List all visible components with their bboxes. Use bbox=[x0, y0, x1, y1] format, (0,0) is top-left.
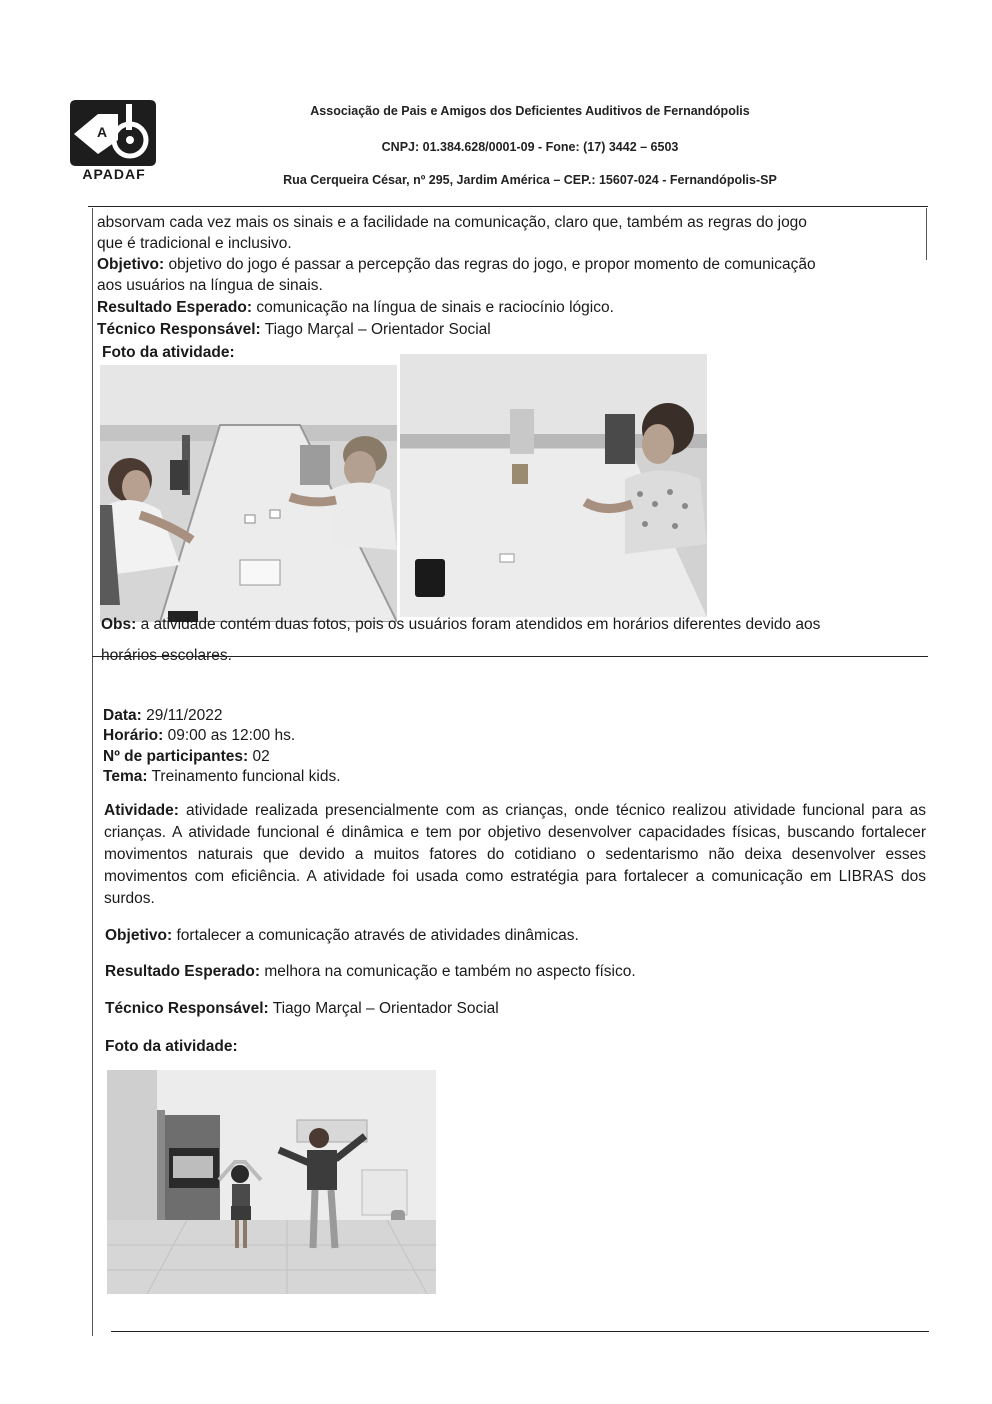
footer-divider bbox=[111, 1331, 929, 1332]
resultado-label-2: Resultado Esperado: bbox=[105, 963, 261, 980]
atividade-text: atividade realizada presencialmente com as crianças, onde técnico realizou atividade funcional para as crianças. A atividade funcional é dinâmica e tem por objetivo desenvolver capacidades físicas, buscando fortalecer movimentos naturais que devido a muitos fatores do cotidiano o sedentarismo não deixa desenvolver esses movimentos com eficiência. A atividade foi usada como estratégia para fortalecer a comunicação em LIBRAS dos surdos. bbox=[104, 802, 926, 907]
horario-label: Horário: bbox=[103, 727, 164, 744]
tema-row bbox=[103, 767, 341, 786]
participantes-row bbox=[103, 747, 270, 766]
cnpj-line: CNPJ: 01.384.628/0001-09 - Fone: (17) 3442 – 6503 bbox=[381, 140, 679, 154]
tecnico-label: Técnico Responsável: bbox=[97, 321, 261, 338]
svg-text:A: A bbox=[97, 124, 108, 140]
tema-label: Tema: bbox=[103, 768, 148, 785]
horario-row bbox=[103, 726, 295, 745]
tecnico-text: Tiago Marçal – Orientador Social bbox=[260, 321, 491, 338]
left-border bbox=[92, 208, 93, 1336]
horario-value: 09:00 as 12:00 hs. bbox=[163, 727, 296, 744]
resultado-text-2: melhora na comunicação e também no aspecto físico. bbox=[260, 963, 636, 980]
objetivo-line-1 bbox=[97, 255, 816, 274]
tecnico-text-2: Tiago Marçal – Orientador Social bbox=[268, 1000, 499, 1017]
obs-label: Obs: bbox=[101, 616, 137, 633]
intro-line-2: que é tradicional e inclusivo. bbox=[97, 235, 292, 252]
resultado-esperado bbox=[97, 298, 614, 317]
atividade-label: Atividade: bbox=[104, 802, 179, 819]
foto-label-2: Foto da atividade: bbox=[105, 1038, 238, 1055]
atividade-paragraph bbox=[104, 800, 926, 910]
objetivo-row-2 bbox=[105, 926, 579, 945]
foto-label: Foto da atividade: bbox=[102, 344, 235, 361]
activity-photo-1 bbox=[100, 365, 397, 622]
objetivo-label: Objetivo: bbox=[97, 256, 165, 273]
activity-photo-3 bbox=[107, 1070, 436, 1294]
org-name: Associação de Pais e Amigos dos Deficientes Auditivos de Fernandópolis bbox=[310, 104, 750, 118]
intro-line-1: absorvam cada vez mais os sinais e a facilidade na comunicação, claro que, também as regras do jogo bbox=[97, 214, 807, 231]
objetivo-label-2: Objetivo: bbox=[105, 927, 173, 944]
right-border bbox=[926, 208, 927, 260]
obs-text: a atividade contém duas fotos, pois os usuários foram atendidos em horários diferentes devido aos bbox=[136, 616, 821, 633]
participantes-value: 02 bbox=[248, 748, 270, 765]
resultado-label: Resultado Esperado: bbox=[97, 299, 253, 316]
participantes-label: Nº de participantes: bbox=[103, 748, 249, 765]
apadaf-logo bbox=[68, 100, 160, 182]
tema-value: Treinamento funcional kids. bbox=[147, 768, 341, 785]
header-divider bbox=[88, 206, 928, 207]
section-divider bbox=[92, 656, 928, 657]
obs-line-1 bbox=[101, 615, 820, 634]
resultado-row-2 bbox=[105, 962, 636, 981]
data-value: 29/11/2022 bbox=[141, 707, 223, 724]
tecnico-responsavel bbox=[97, 320, 491, 339]
data-label: Data: bbox=[103, 707, 142, 724]
tecnico-row-2 bbox=[105, 999, 499, 1018]
activity-photo-2 bbox=[400, 354, 707, 617]
data-row bbox=[103, 706, 223, 725]
address-line: Rua Cerqueira César, nº 295, Jardim América – CEP.: 15607-024 - Fernandópolis-SP bbox=[283, 173, 777, 187]
objetivo-line-2: aos usuários na língua de sinais. bbox=[97, 277, 323, 294]
logo-text: APADAF bbox=[82, 166, 146, 182]
resultado-text: comunicação na língua de sinais e raciocínio lógico. bbox=[252, 299, 614, 316]
objetivo-text-2: fortalecer a comunicação através de atividades dinâmicas. bbox=[172, 927, 579, 944]
tecnico-label-2: Técnico Responsável: bbox=[105, 1000, 269, 1017]
ear-symbol-icon bbox=[70, 100, 156, 166]
obs-line-2: horários escolares. bbox=[101, 647, 232, 664]
objetivo-text: objetivo do jogo é passar a percepção das regras do jogo, e propor momento de comunicação bbox=[164, 256, 816, 273]
